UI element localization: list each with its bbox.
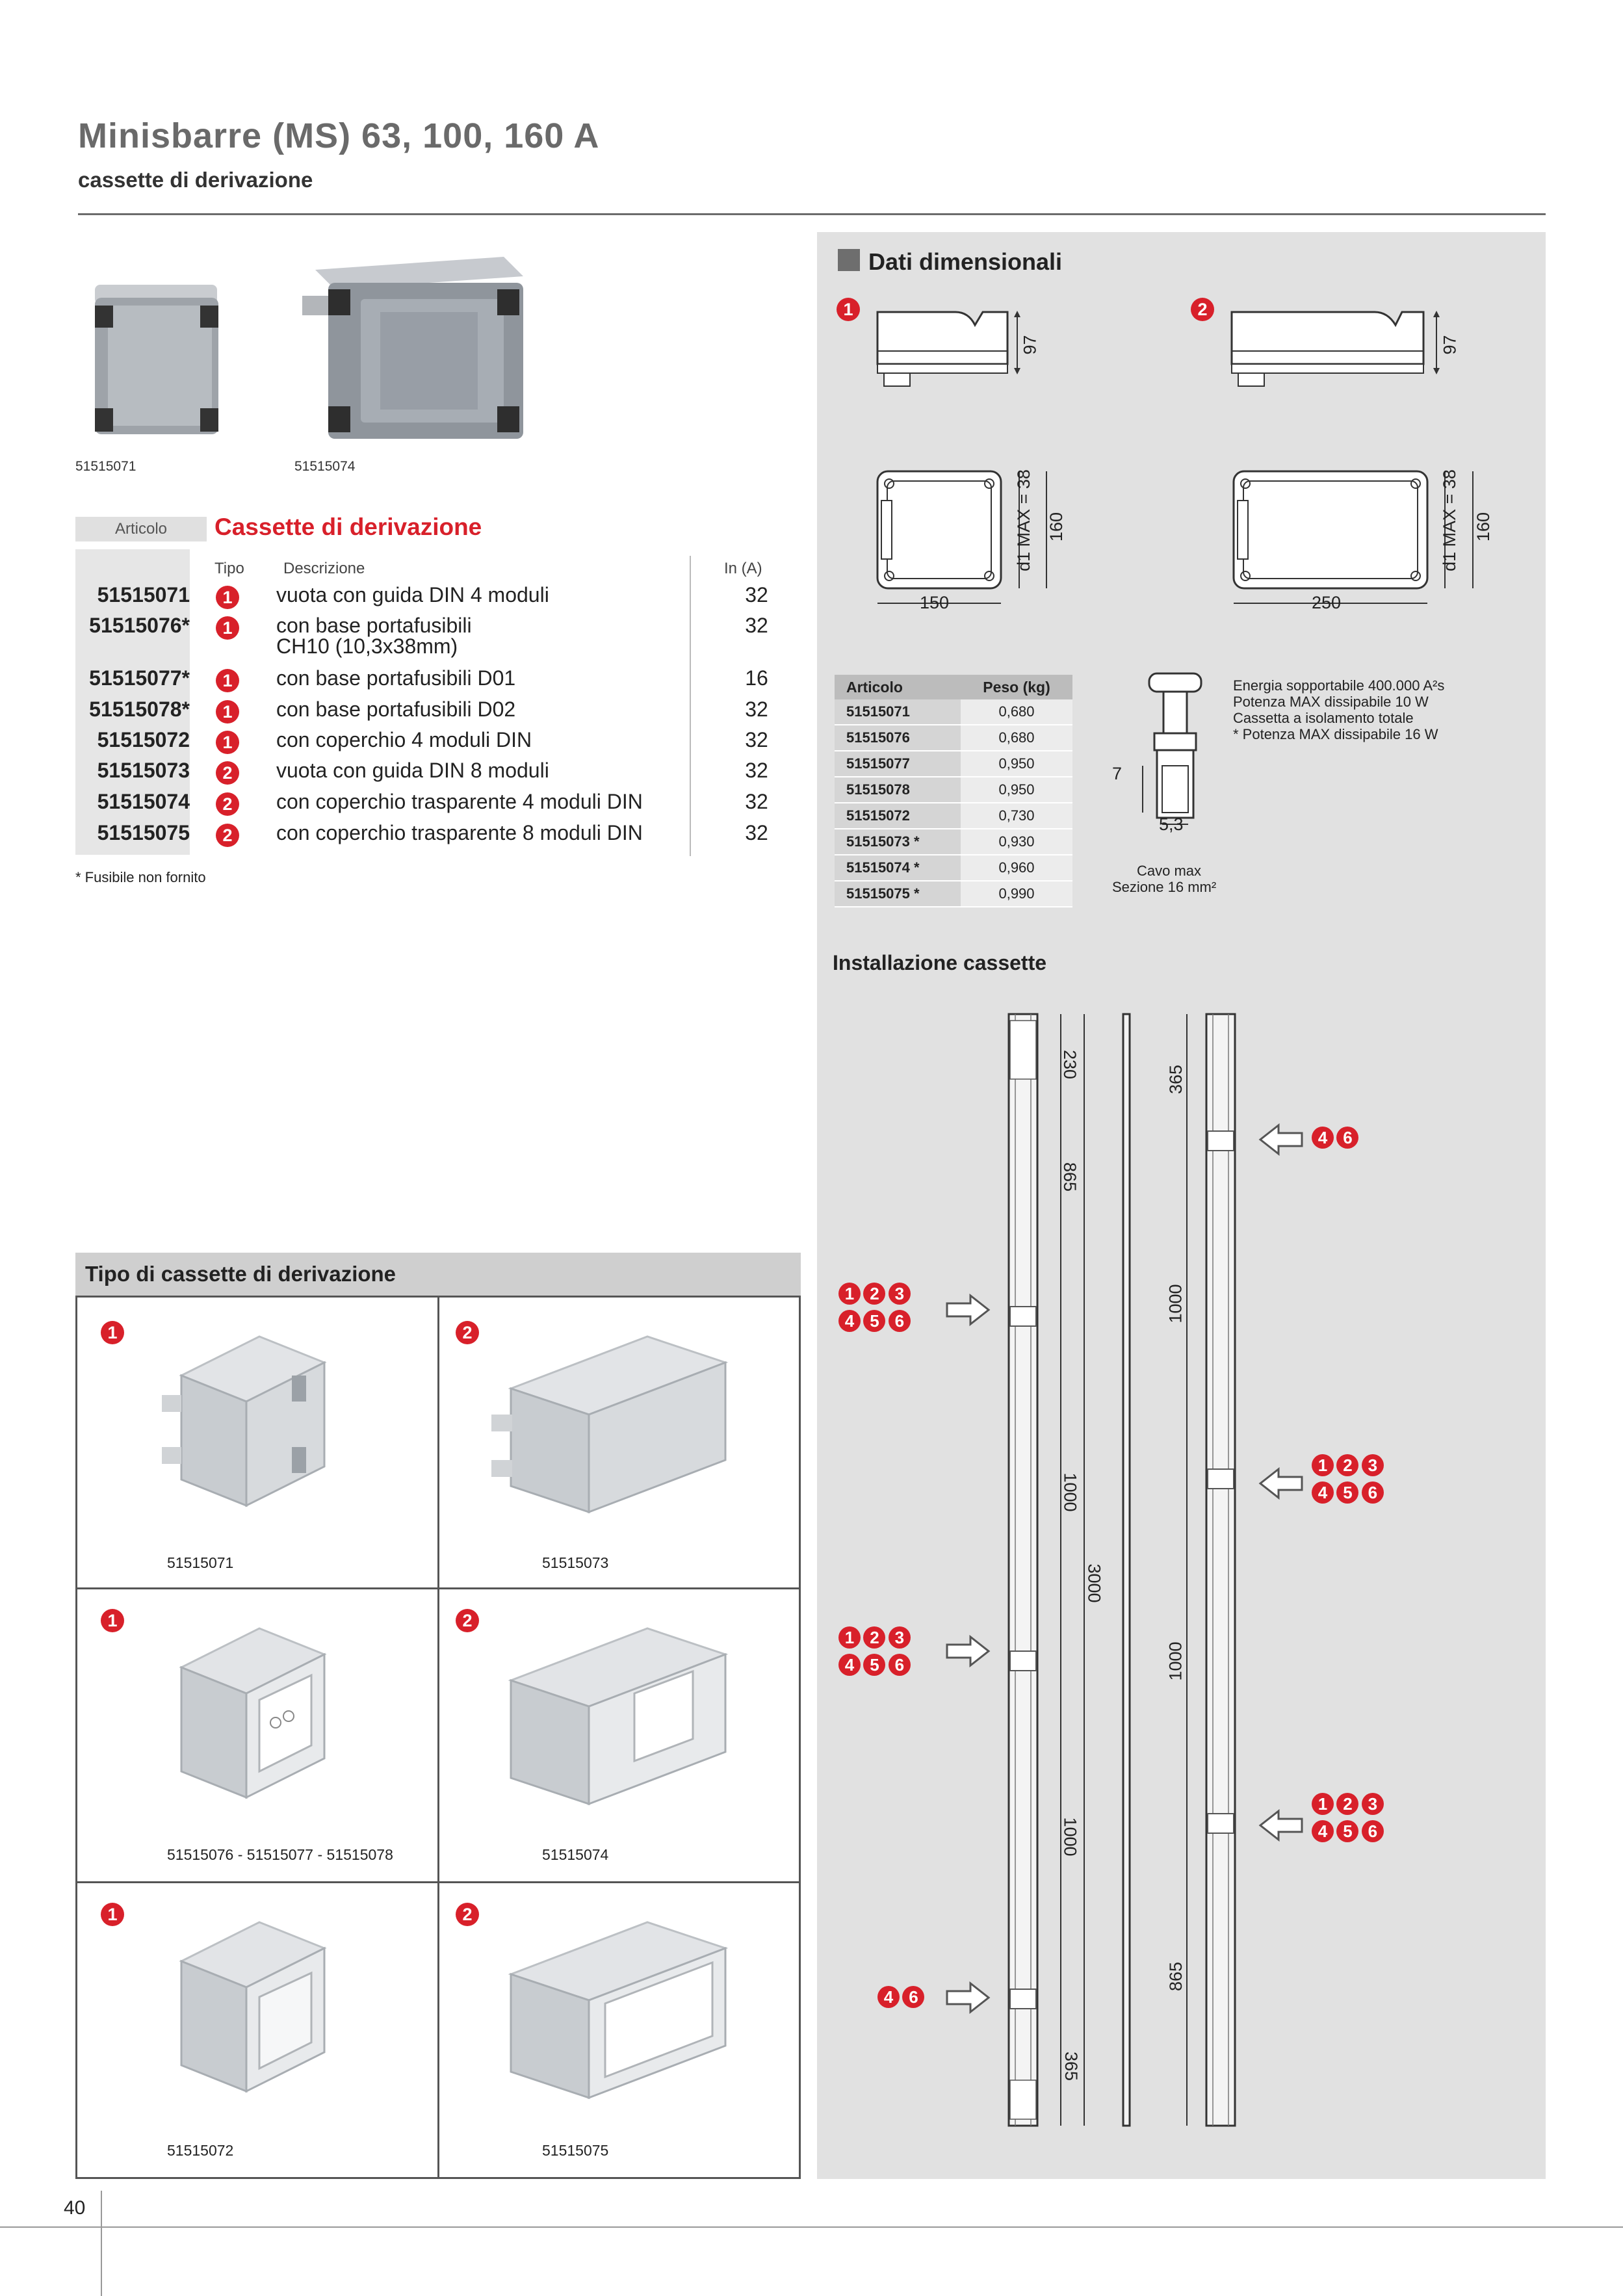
install-dim: 230 xyxy=(1060,1049,1080,1080)
weight-code: 51515075 * xyxy=(835,881,961,906)
table-row xyxy=(835,699,1072,725)
weight-value: 0,680 xyxy=(961,699,1072,724)
photo-caption-1: 51515071 xyxy=(75,459,136,474)
weight-code: 51515074 * xyxy=(835,855,961,880)
table-row xyxy=(75,666,790,697)
type-cell xyxy=(437,1881,801,2179)
article-in: 16 xyxy=(745,666,768,690)
article-code: 51515076* xyxy=(89,614,190,637)
type-cell xyxy=(75,1587,439,1883)
article-desc: con coperchio trasparente 4 moduli DIN xyxy=(276,790,643,813)
install-badge: 6 xyxy=(889,1310,911,1332)
weight-code: 51515072 xyxy=(835,803,961,828)
type-caption: 51515072 xyxy=(167,2142,234,2159)
article-desc: con base portafusibili xyxy=(276,614,472,637)
footer-rule xyxy=(0,2226,1623,2228)
weight-col-peso: Peso (kg) xyxy=(983,679,1050,696)
article-desc: con coperchio 4 moduli DIN xyxy=(276,728,532,751)
type-badge: 1 xyxy=(101,1609,124,1632)
weight-value: 0,950 xyxy=(961,777,1072,802)
table-row xyxy=(75,583,790,614)
box-large-illustration xyxy=(478,1324,751,1519)
dim-width-2: 250 xyxy=(1312,593,1342,612)
install-badge: 3 xyxy=(1362,1454,1384,1476)
type-caption: 51515073 xyxy=(542,1554,609,1571)
type-badge: 1 xyxy=(216,669,239,692)
type-badge: 2 xyxy=(216,824,239,847)
types-title: Tipo di cassette di derivazione xyxy=(85,1262,396,1286)
article-desc-line2: CH10 (10,3x38mm) xyxy=(276,634,458,658)
terminal-cavo: Cavo max xyxy=(1137,863,1202,879)
article-in: 32 xyxy=(745,614,768,637)
table-row xyxy=(75,728,790,759)
dim-d1max-1: d1 MAX = 38 xyxy=(1013,469,1033,571)
article-code: 51515073 xyxy=(97,759,190,782)
install-badge: 4 xyxy=(838,1310,861,1332)
type-badge: 2 xyxy=(456,1321,479,1344)
install-dim: 1000 xyxy=(1060,1817,1080,1857)
install-badge: 6 xyxy=(1362,1820,1384,1842)
type-badge: 1 xyxy=(101,1321,124,1344)
note-line: Potenza MAX dissipabile 10 W xyxy=(1233,694,1429,710)
article-code: 51515071 xyxy=(97,583,190,607)
type-caption: 51515075 xyxy=(542,2142,609,2159)
install-badge: 4 xyxy=(1312,1820,1334,1842)
weight-table xyxy=(835,675,1072,907)
table-row xyxy=(835,751,1072,777)
install-badge: 3 xyxy=(1362,1793,1384,1815)
dim-depth-2: 160 xyxy=(1474,512,1494,542)
arrow-left-icon xyxy=(1258,1467,1303,1500)
weight-code: 51515073 * xyxy=(835,829,961,854)
page-title: Minisbarre (MS) 63, 100, 160 A xyxy=(78,116,600,155)
type-badge: 1 xyxy=(216,731,239,754)
table-row xyxy=(835,881,1072,907)
section-square xyxy=(838,249,860,271)
type-badge: 2 xyxy=(216,792,239,816)
type-cell xyxy=(75,1881,439,2179)
weight-value: 0,680 xyxy=(961,725,1072,750)
arrow-right-icon xyxy=(946,1294,991,1326)
install-badge: 6 xyxy=(889,1654,911,1676)
article-in: 32 xyxy=(745,821,768,844)
type-badge: 1 xyxy=(216,700,239,724)
dim-width-1: 150 xyxy=(920,593,950,612)
weight-code: 51515071 xyxy=(835,699,961,724)
article-desc: con coperchio trasparente 8 moduli DIN xyxy=(276,821,643,844)
install-dim: 1000 xyxy=(1165,1641,1186,1681)
arrow-right-icon xyxy=(946,1635,991,1667)
install-dim: 865 xyxy=(1166,1961,1186,1992)
install-badge: 5 xyxy=(1336,1820,1358,1842)
install-badge: 5 xyxy=(863,1654,885,1676)
weight-value: 0,960 xyxy=(961,855,1072,880)
table-row xyxy=(75,790,790,820)
electrical-notes xyxy=(1233,677,1444,742)
install-badge: 1 xyxy=(1312,1454,1334,1476)
top-view-1 xyxy=(871,462,1066,618)
article-code: 51515077* xyxy=(89,666,190,690)
article-in: 32 xyxy=(745,728,768,751)
page-number: 40 xyxy=(64,2197,86,2219)
table-row xyxy=(75,759,790,789)
article-code: 51515078* xyxy=(89,698,190,721)
weight-col-art: Articolo xyxy=(846,679,903,696)
install-badges-right-1 xyxy=(1312,1127,1358,1149)
type-badge: 2 xyxy=(456,1609,479,1632)
install-badge: 2 xyxy=(863,1283,885,1305)
arrow-left-icon xyxy=(1258,1809,1303,1842)
install-badge: 3 xyxy=(889,1283,911,1305)
dim-d1max-2: d1 MAX = 38 xyxy=(1439,469,1459,571)
table-row xyxy=(75,614,790,666)
dim-depth-1: 160 xyxy=(1046,512,1067,542)
install-badge: 1 xyxy=(1312,1793,1334,1815)
box-transparent-8-illustration xyxy=(478,1909,751,2104)
box-fuse-illustration xyxy=(155,1615,350,1810)
install-badges-left-3 xyxy=(877,1986,924,2008)
article-in: 32 xyxy=(745,759,768,782)
table-row xyxy=(835,829,1072,855)
busbar-drawings xyxy=(1001,1008,1261,2132)
col-desc-header: Descrizione xyxy=(283,560,365,577)
article-code: 51515075 xyxy=(97,821,190,844)
note-line: Energia sopportabile 400.000 A²s xyxy=(1233,677,1445,694)
section-title: Cassette di derivazione xyxy=(214,514,482,540)
type-badge: 1 xyxy=(216,586,239,609)
type-caption: 51515074 xyxy=(542,1846,609,1863)
article-in: 32 xyxy=(745,698,768,721)
install-badge: 1 xyxy=(838,1283,861,1305)
table-row xyxy=(835,777,1072,803)
side-view-2 xyxy=(1225,293,1459,410)
install-dim: 365 xyxy=(1166,1064,1186,1095)
install-badge: 4 xyxy=(877,1986,900,2008)
types-header xyxy=(75,1253,801,1296)
weight-value: 0,950 xyxy=(961,751,1072,776)
weight-value: 0,990 xyxy=(961,881,1072,906)
arrow-right-icon xyxy=(946,1981,991,2014)
install-badge: 1 xyxy=(838,1626,861,1649)
box-cover-illustration xyxy=(155,1909,350,2104)
type-caption: 51515071 xyxy=(167,1554,234,1571)
dim-badge-2: 2 xyxy=(1191,298,1214,321)
section-label: Articolo xyxy=(75,517,207,541)
article-code: 51515072 xyxy=(97,728,190,751)
install-badge: 6 xyxy=(1336,1127,1358,1149)
install-badge: 4 xyxy=(838,1654,861,1676)
footer-divider xyxy=(101,2191,102,2296)
install-dim: 365 xyxy=(1061,2051,1082,2081)
dim-badge-1: 1 xyxy=(837,298,860,321)
type-cell xyxy=(437,1296,801,1589)
page-subtitle: cassette di derivazione xyxy=(78,168,313,192)
install-badge: 2 xyxy=(1336,1454,1358,1476)
install-dim: 1000 xyxy=(1165,1284,1186,1324)
install-badge: 5 xyxy=(1336,1481,1358,1504)
type-badge: 2 xyxy=(216,761,239,785)
terminal-sezione: Sezione 16 mm² xyxy=(1112,879,1217,895)
table-row xyxy=(75,698,790,728)
weight-value: 0,930 xyxy=(961,829,1072,854)
install-badge: 4 xyxy=(1312,1127,1334,1149)
article-desc: vuota con guida DIN 8 moduli xyxy=(276,759,549,782)
weight-code: 51515078 xyxy=(835,777,961,802)
type-badge: 2 xyxy=(456,1903,479,1926)
box-transparent-4-illustration xyxy=(478,1615,751,1810)
article-code: 51515074 xyxy=(97,790,190,813)
weight-table-header xyxy=(835,675,1072,699)
install-badges-left-1 xyxy=(838,1283,911,1332)
table-row xyxy=(835,855,1072,881)
terminal-drawing xyxy=(1105,668,1215,837)
install-badge: 5 xyxy=(863,1310,885,1332)
weight-code: 51515076 xyxy=(835,725,961,750)
install-badges-left-2 xyxy=(838,1626,911,1676)
install-dim-total: 3000 xyxy=(1084,1563,1104,1603)
article-desc: vuota con guida DIN 4 moduli xyxy=(276,583,549,607)
type-cell xyxy=(437,1587,801,1883)
install-badges-right-2 xyxy=(1312,1454,1384,1504)
install-dim: 1000 xyxy=(1060,1472,1080,1512)
photo-51515074 xyxy=(289,250,536,452)
install-badge: 6 xyxy=(902,1986,924,2008)
install-dim: 865 xyxy=(1060,1162,1080,1192)
photo-51515071 xyxy=(75,280,225,442)
article-in: 32 xyxy=(745,790,768,813)
install-badge: 6 xyxy=(1362,1481,1384,1504)
weight-code: 51515077 xyxy=(835,751,961,776)
dim-height-1: 97 xyxy=(1020,335,1040,355)
install-badges-right-3 xyxy=(1312,1793,1384,1842)
type-caption: 51515076 - 51515077 - 51515078 xyxy=(167,1846,393,1863)
install-badge: 2 xyxy=(863,1626,885,1649)
table-row xyxy=(75,821,790,852)
arrow-left-icon xyxy=(1258,1123,1303,1156)
dim-height-2: 97 xyxy=(1440,335,1460,355)
article-desc: con base portafusibili D01 xyxy=(276,666,516,690)
install-badge: 4 xyxy=(1312,1481,1334,1504)
type-badge: 1 xyxy=(101,1903,124,1926)
note-line: * Potenza MAX dissipabile 16 W xyxy=(1233,726,1438,742)
type-cell xyxy=(75,1296,439,1589)
dimensions-title: Dati dimensionali xyxy=(868,248,1063,275)
install-badge: 2 xyxy=(1336,1793,1358,1815)
table-row xyxy=(835,725,1072,751)
box-small-illustration xyxy=(155,1324,350,1519)
weight-value: 0,730 xyxy=(961,803,1072,828)
article-desc: con base portafusibili D02 xyxy=(276,698,516,721)
table-row xyxy=(835,803,1072,829)
photo-caption-2: 51515074 xyxy=(294,459,356,474)
col-in-header: In (A) xyxy=(724,560,762,577)
article-in: 32 xyxy=(745,583,768,607)
type-badge: 1 xyxy=(216,616,239,640)
install-title: Installazione cassette xyxy=(833,951,1047,974)
side-view-1 xyxy=(871,293,1040,410)
terminal-dim-53: 5,3 xyxy=(1159,815,1184,834)
footnote: * Fusibile non fornito xyxy=(75,869,206,885)
terminal-dim-7: 7 xyxy=(1112,764,1123,783)
note-line: Cassetta a isolamento totale xyxy=(1233,710,1414,726)
col-tipo-header: Tipo xyxy=(214,560,244,577)
header-rule xyxy=(78,213,1546,215)
install-badge: 3 xyxy=(889,1626,911,1649)
